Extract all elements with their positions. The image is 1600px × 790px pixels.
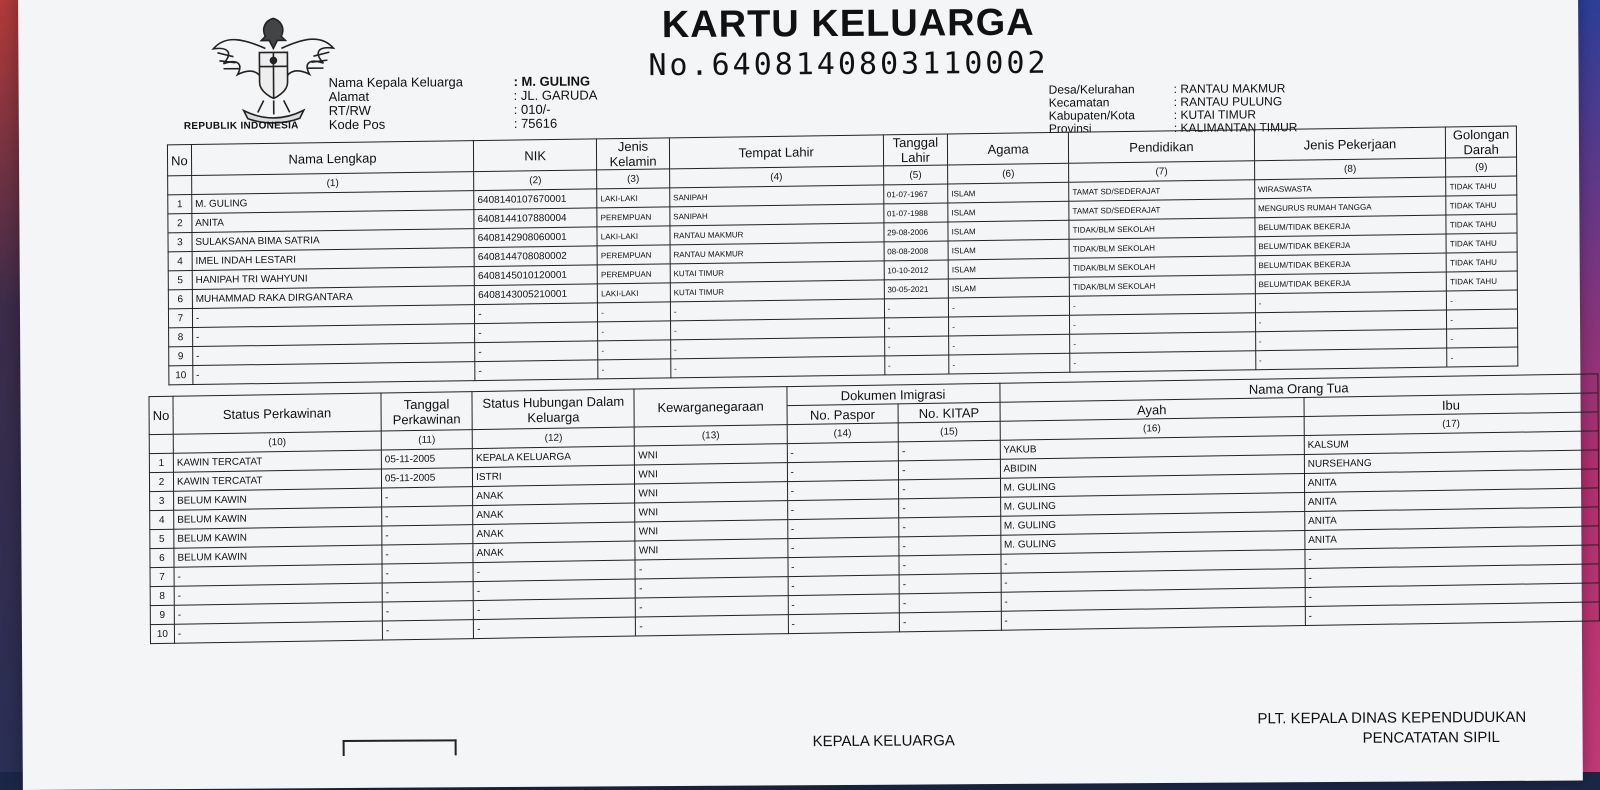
table-cell: IMEL INDAH LESTARI [192,248,474,271]
column-header: Ibu [1304,393,1598,417]
table-cell: - [1001,550,1305,574]
table-cell: WNI [635,539,787,560]
table-cell: - [1255,310,1447,332]
row-number-cell: 8 [169,328,193,347]
info-value: : RANTAU MAKMUR [1173,81,1286,96]
table-cell: WNI [635,444,787,465]
table-cell: - [899,516,1001,537]
table-cell: ISLAM [948,239,1069,260]
table-cell: BELUM/TIDAK BEKERJA [1255,272,1447,294]
row-number-cell: 8 [150,586,174,605]
table-cell: BELUM KAWIN [174,526,382,548]
column-number: (8) [1254,158,1446,180]
row-number-cell: 10 [150,624,174,643]
table-cell: - [382,544,473,564]
table-cell: - [1070,351,1256,373]
column-header: Jenis Pekerjaan [1254,127,1446,161]
table-cell: YAKUB [1000,436,1304,460]
table-cell: - [475,303,598,324]
column-number: (9) [1446,157,1517,177]
table-cell: - [788,556,900,577]
table-cell: - [1001,588,1305,612]
table-cell: TIDAK TAHU [1446,195,1517,215]
table-cell: - [473,560,635,582]
table-cell: WNI [635,501,787,522]
info-value: : 75616 [513,115,558,131]
info-value: : M. GULING [513,73,591,89]
table-cell: - [1070,294,1256,316]
info-row [329,116,674,132]
table-cell: 6408142908060001 [474,227,597,248]
column-header: No [149,396,173,434]
table-cell: M. GULING [1000,474,1304,498]
table-cell: ISLAM [948,201,1069,222]
kepala-keluarga-signature-label: KEPALA KELUARGA [812,732,955,751]
info-value: : JL. GARUDA [513,87,598,103]
table-cell: - [787,537,899,558]
table-cell: - [382,620,473,640]
row-number-cell: 9 [150,605,174,624]
table-cell: 05-11-2005 [381,449,472,469]
table-cell: - [636,596,788,617]
table-cell: LAKI-LAKI [597,226,670,246]
column-header: Status Hubungan Dalam Keluarga [472,389,635,430]
row-number-cell: 5 [150,529,174,548]
table-cell: KUTAI TIMUR [670,280,884,302]
row-number-cell: 6 [150,548,174,567]
table-cell: ANAK [473,541,635,563]
table-cell: ANITA [1304,488,1598,512]
table-cell: KAWIN TERCATAT [173,450,381,472]
table-cell: - [899,554,1001,575]
table-cell: - [1305,545,1599,569]
info-label: Alamat [328,88,370,105]
column-header: No [167,145,191,176]
info-value: : 010/- [513,101,551,117]
column-header: Tanggal Perkawinan [381,392,473,431]
table-cell: TIDAK/BLM SEKOLAH [1069,256,1255,278]
table-cell: - [192,343,474,366]
column-header: Ayah [1000,398,1304,422]
table-cell: BELUM KAWIN [174,488,382,510]
table-cell: - [193,362,475,385]
table-cell: LAKI-LAKI [598,283,671,303]
column-header: Dokumen Imigrasi [786,383,999,405]
table-cell: - [1447,309,1518,329]
table-cell: ANAK [473,522,635,544]
column-header: Status Perkawinan [173,393,381,434]
column-number: (2) [474,170,597,191]
table-cell: WNI [635,482,787,503]
table-cell: - [382,582,473,602]
table-cell: 01-07-1967 [883,184,948,204]
table-cell: M. GULING [1000,493,1304,517]
table-cell: - [899,478,1001,499]
row-number-cell: 4 [150,510,174,529]
table-cell: - [1001,569,1305,593]
table-cell: NURSEHANG [1304,450,1598,474]
row-number-cell: 2 [149,472,173,491]
family-members-table [167,126,1518,386]
table-cell: 6408144107880004 [474,208,597,229]
table-cell: ISTRI [473,465,635,487]
table-cell: - [473,598,635,620]
table-cell: PEREMPUAN [597,207,670,227]
info-label: Nama Kepala Keluarga [328,74,464,91]
table-cell: - [1447,328,1518,348]
table-cell: - [899,459,1001,480]
date-stamp-box [343,739,457,756]
row-number-cell: 9 [169,347,193,366]
table-cell: - [787,480,899,501]
table-cell: - [598,321,671,341]
table-cell: MENGURUS RUMAH TANGGA [1255,196,1447,218]
table-cell: - [884,336,949,356]
table-cell: - [1305,602,1599,626]
row-number-cell: 6 [168,290,192,309]
info-value: : RANTAU PULUNG [1173,94,1283,109]
table-cell: - [1255,348,1447,370]
table-cell: 08-08-2008 [884,241,949,261]
table-cell: 01-07-1988 [883,203,948,223]
table-cell: MUHAMMAD RAKA DIRGANTARA [192,286,474,309]
table-cell: - [788,613,900,634]
table-cell: PEREMPUAN [597,264,670,284]
row-number-cell: 7 [168,309,192,328]
table-cell: - [670,299,884,321]
table-cell: M. GULING [192,191,474,214]
row-number-cell: 5 [168,271,192,290]
table-cell: - [192,324,474,347]
table-cell: M. GULING [1000,512,1304,536]
table-cell: 30-05-2021 [884,279,949,299]
column-header: No. Paspor [787,404,899,425]
table-cell: 6408145010120001 [474,265,597,286]
table-cell: - [381,487,472,507]
table-cell: 10-10-2012 [884,260,949,280]
table-cell: - [884,317,949,337]
row-number-cell: 3 [168,233,192,252]
column-number [149,434,173,453]
table-cell: SANIPAH [670,204,884,226]
table-cell: 6408140107670001 [474,189,597,210]
table-cell: ISLAM [948,277,1069,298]
table-cell: - [598,340,671,360]
table-cell: - [174,621,382,643]
table-cell: - [787,518,899,539]
table-cell: - [174,602,382,624]
column-header: NIK [474,139,597,172]
table-cell: - [788,575,900,596]
table-cell: TIDAK TAHU [1447,271,1518,291]
column-header: No. KITAP [898,402,1000,423]
garuda-emblem-icon [203,8,344,129]
row-number-cell: 4 [168,252,192,271]
column-number: (17) [1304,412,1598,436]
info-label: Provinsi [1048,121,1092,136]
document-number: No.6408140803110002 [648,45,1049,84]
table-cell: ISLAM [948,258,1069,279]
table-cell: BELUM/TIDAK BEKERJA [1255,253,1447,275]
table-cell: BELUM KAWIN [174,507,382,529]
table-cell: RANTAU MAKMUR [670,223,884,245]
column-header: Nama Orang Tua [999,374,1598,402]
table-cell: LAKI-LAKI [597,188,670,208]
table-cell: TIDAK TAHU [1446,176,1517,196]
household-info-right [1049,82,1298,136]
column-number [168,176,192,195]
table-cell: - [949,315,1070,336]
table-cell: KUTAI TIMUR [670,261,884,283]
table-cell: TIDAK/BLM SEKOLAH [1069,237,1255,259]
table-cell: - [598,359,671,379]
table-cell: ANITA [192,210,474,233]
table-cell: PEREMPUAN [597,245,670,265]
table-cell: 6408143005210001 [475,284,598,305]
info-label: Kode Pos [328,116,386,133]
dinas-signature-label-2: PENCATATAN SIPIL [1362,728,1500,747]
table-cell: - [598,302,671,322]
kartu-keluarga-document [18,0,1583,790]
table-cell: - [1070,332,1256,354]
table-cell: - [1255,291,1447,313]
table-cell: ANITA [1304,469,1598,493]
table-cell: - [787,461,899,482]
table-cell: - [899,592,1001,613]
table-cell: - [636,615,788,636]
column-header: Golongan Darah [1446,126,1517,158]
table-cell: - [1447,290,1518,310]
table-cell: RANTAU MAKMUR [670,242,884,264]
column-number: (3) [597,169,670,189]
table-cell: - [899,573,1001,594]
column-number: (1) [191,172,473,195]
table-cell: ANITA [1305,507,1599,531]
table-cell: 29-08-2006 [884,222,949,242]
row-number-cell: 2 [168,214,192,233]
table-cell: 6408144708080002 [474,246,597,267]
table-cell: SULAKSANA BIMA SATRIA [192,229,474,252]
table-cell: BELUM/TIDAK BEKERJA [1255,234,1447,256]
table-cell: - [474,617,636,639]
column-header: Nama Lengkap [191,141,474,176]
table-cell: TIDAK/BLM SEKOLAH [1069,275,1255,297]
table-cell: - [475,322,598,343]
column-number: (16) [1000,417,1304,441]
document-title: KARTU KELUARGA [661,1,1035,47]
table-cell: - [382,601,473,621]
table-cell: - [788,594,900,615]
row-number-cell: 10 [169,366,193,385]
table-cell: - [898,440,1000,461]
table-cell: - [949,353,1070,374]
column-header: Tanggal Lahir [883,134,948,166]
table-cell: BELUM/TIDAK BEKERJA [1255,215,1447,237]
column-number: (13) [635,425,787,446]
table-cell: TAMAT SD/SEDERAJAT [1069,180,1255,202]
family-status-table [148,373,1599,644]
table-cell: - [636,577,788,598]
row-number-cell: 3 [150,491,174,510]
column-header: Jenis Kelamin [597,138,670,170]
info-label: Kabupaten/Kota [1048,108,1135,123]
table-cell: - [899,497,1001,518]
table-cell: TIDAK TAHU [1446,233,1517,253]
column-number: (6) [948,163,1069,184]
table-cell: - [174,564,382,586]
table-cell: WIRASWASTA [1254,177,1446,199]
info-label: Desa/Kelurahan [1048,82,1135,97]
table-cell: ANAK [473,484,635,506]
column-number: (12) [472,427,634,449]
table-cell: - [787,499,899,520]
table-cell: ISLAM [948,220,1069,241]
table-cell: - [949,296,1070,317]
table-cell: - [670,318,884,340]
table-cell: - [473,579,635,601]
table-cell: ANAK [473,503,635,525]
table-cell: - [899,611,1001,632]
table-cell: HANIPAH TRI WAHYUNI [192,267,474,290]
column-header: Tempat Lahir [669,135,883,169]
column-number: (15) [898,421,1000,442]
row-number-cell: 1 [168,195,192,214]
table-cell: WNI [635,463,787,484]
column-number: (5) [883,165,948,185]
table-cell: BELUM KAWIN [174,545,382,567]
table-cell: - [949,334,1070,355]
table-cell: TIDAK TAHU [1446,252,1517,272]
table-cell: TIDAK/BLM SEKOLAH [1069,218,1255,240]
table-cell: - [1305,583,1599,607]
table-cell: - [382,506,473,526]
table-cell: - [670,337,884,359]
table-cell: KALSUM [1304,431,1598,455]
table-cell: 05-11-2005 [381,468,472,488]
family-status-body [149,431,1599,644]
table-cell: - [884,298,949,318]
info-value: : KUTAI TIMUR [1173,107,1257,122]
table-cell: TAMAT SD/SEDERAJAT [1069,199,1255,221]
table-cell: TIDAK TAHU [1446,214,1517,234]
table-cell: - [787,442,899,463]
table-cell: - [899,535,1001,556]
table-cell: M. GULING [1000,531,1304,555]
table-cell: - [174,583,382,605]
column-header: Kewarganegaraan [634,387,786,427]
household-info-left [329,74,674,132]
table-cell: - [1305,564,1599,588]
column-number: (4) [669,166,883,188]
info-value: : KALIMANTAN TIMUR [1173,120,1298,135]
table-cell: - [475,360,598,381]
info-label: Kecamatan [1048,95,1110,110]
table-cell: - [1447,347,1518,367]
table-cell: ANITA [1305,526,1599,550]
country-label: REPUBLIK INDONESIA [183,120,299,132]
row-number-cell: 7 [150,567,174,586]
table-cell: - [1255,329,1447,351]
table-cell: - [635,558,787,579]
table-cell: - [884,355,949,375]
table-cell: - [382,525,473,545]
table-cell: - [382,563,473,583]
table-cell: - [1001,607,1305,631]
column-number: (14) [787,423,899,444]
table-cell: - [192,305,474,328]
column-number: (7) [1069,161,1255,183]
column-number: (11) [381,430,472,450]
column-header: Agama [948,132,1069,165]
column-number: (10) [173,431,381,453]
table-cell: KEPALA KELUARGA [472,446,634,468]
dinas-signature-label: PLT. KEPALA DINAS KEPENDUDUKAN [1257,708,1527,728]
column-header: Pendidikan [1069,130,1255,164]
table-cell: - [671,356,885,378]
family-members-body [168,176,1518,385]
row-number-cell: 1 [149,453,173,472]
info-label: RT/RW [328,102,371,119]
table-cell: - [1070,313,1256,335]
table-cell: SANIPAH [670,185,884,207]
table-cell: ISLAM [948,182,1069,203]
table-cell: ABIDIN [1000,455,1304,479]
table-cell: WNI [635,520,787,541]
table-cell: - [475,341,598,362]
table-cell: KAWIN TERCATAT [173,469,381,491]
